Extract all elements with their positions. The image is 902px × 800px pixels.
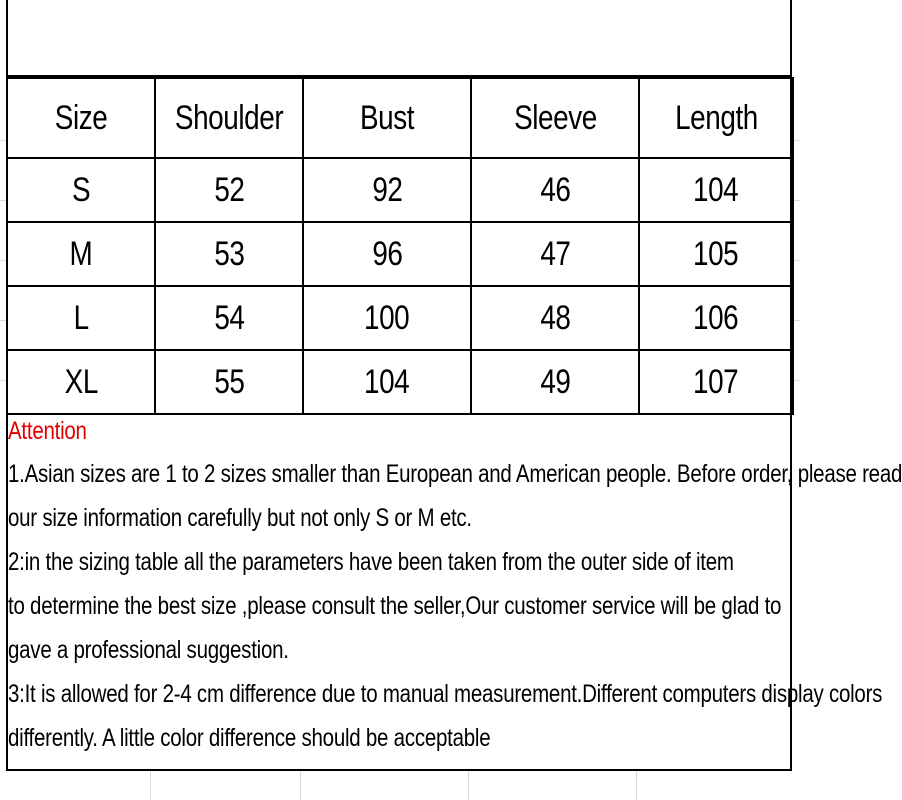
header-label: Bust — [359, 98, 415, 137]
cell-bust — [303, 158, 471, 222]
column-header-size — [7, 78, 155, 158]
cell-value: 96 — [371, 234, 403, 273]
table-row — [7, 222, 793, 286]
cell-value: 53 — [213, 234, 245, 273]
gridline — [636, 771, 637, 800]
cell-value: S — [71, 170, 91, 209]
cell-length — [639, 158, 793, 222]
cell-value: 55 — [213, 362, 245, 401]
cell-sleeve — [471, 286, 639, 350]
cell-shoulder — [155, 158, 303, 222]
header-label: Shoulder — [174, 98, 284, 137]
cell-value: 47 — [539, 234, 571, 273]
cell-value: M — [69, 234, 93, 273]
header-label: Size — [54, 98, 108, 137]
cell-value: 92 — [371, 170, 403, 209]
gridline — [300, 771, 301, 800]
header-label: Length — [674, 98, 758, 137]
attention-heading: Attention — [8, 417, 87, 445]
cell-length — [639, 286, 793, 350]
column-header-bust — [303, 78, 471, 158]
cell-value: 105 — [693, 234, 739, 273]
cell-length — [639, 350, 793, 414]
cell-value: 48 — [539, 298, 571, 337]
cell-value: 49 — [539, 362, 571, 401]
cell-value: 100 — [364, 298, 410, 337]
note-line: differently. A little color difference should be acceptable — [8, 724, 491, 752]
cell-value: 52 — [213, 170, 245, 209]
gridline — [468, 771, 469, 800]
note-line: 1.Asian sizes are 1 to 2 sizes smaller than European and American people. Before order, please read — [8, 460, 902, 488]
gridline — [150, 771, 151, 800]
table-header-row — [7, 78, 793, 158]
size-table — [6, 77, 794, 415]
cell-value: 106 — [693, 298, 739, 337]
note-line: our size information carefully but not only S or M etc. — [8, 504, 472, 532]
table-row — [7, 350, 793, 414]
cell-sleeve — [471, 158, 639, 222]
cell-value: XL — [64, 362, 98, 401]
note-line: 2:in the sizing table all the parameters have been taken from the outer side of item — [8, 548, 734, 576]
note-line: 3:It is allowed for 2-4 cm difference due to manual measurement.Different computers display colors — [8, 680, 883, 708]
cell-sleeve — [471, 350, 639, 414]
header-label: Sleeve — [513, 98, 597, 137]
cell-size — [7, 350, 155, 414]
note-line: gave a professional suggestion. — [8, 636, 289, 664]
cell-value: 104 — [364, 362, 410, 401]
table-row — [7, 158, 793, 222]
cell-value: 104 — [693, 170, 739, 209]
cell-shoulder — [155, 222, 303, 286]
cell-size — [7, 158, 155, 222]
cell-sleeve — [471, 222, 639, 286]
cell-shoulder — [155, 286, 303, 350]
cell-shoulder — [155, 350, 303, 414]
cell-value: 46 — [539, 170, 571, 209]
column-header-shoulder — [155, 78, 303, 158]
attention-notes — [8, 410, 902, 760]
cell-bust — [303, 222, 471, 286]
column-header-sleeve — [471, 78, 639, 158]
cell-bust — [303, 286, 471, 350]
table-row — [7, 286, 793, 350]
column-header-length — [639, 78, 793, 158]
cell-bust — [303, 350, 471, 414]
cell-value: L — [73, 298, 89, 337]
cell-value: 54 — [213, 298, 245, 337]
cell-size — [7, 286, 155, 350]
note-line: to determine the best size ,please consult the seller,Our customer service will be glad to — [8, 592, 782, 620]
cell-length — [639, 222, 793, 286]
cell-size — [7, 222, 155, 286]
cell-value: 107 — [693, 362, 739, 401]
